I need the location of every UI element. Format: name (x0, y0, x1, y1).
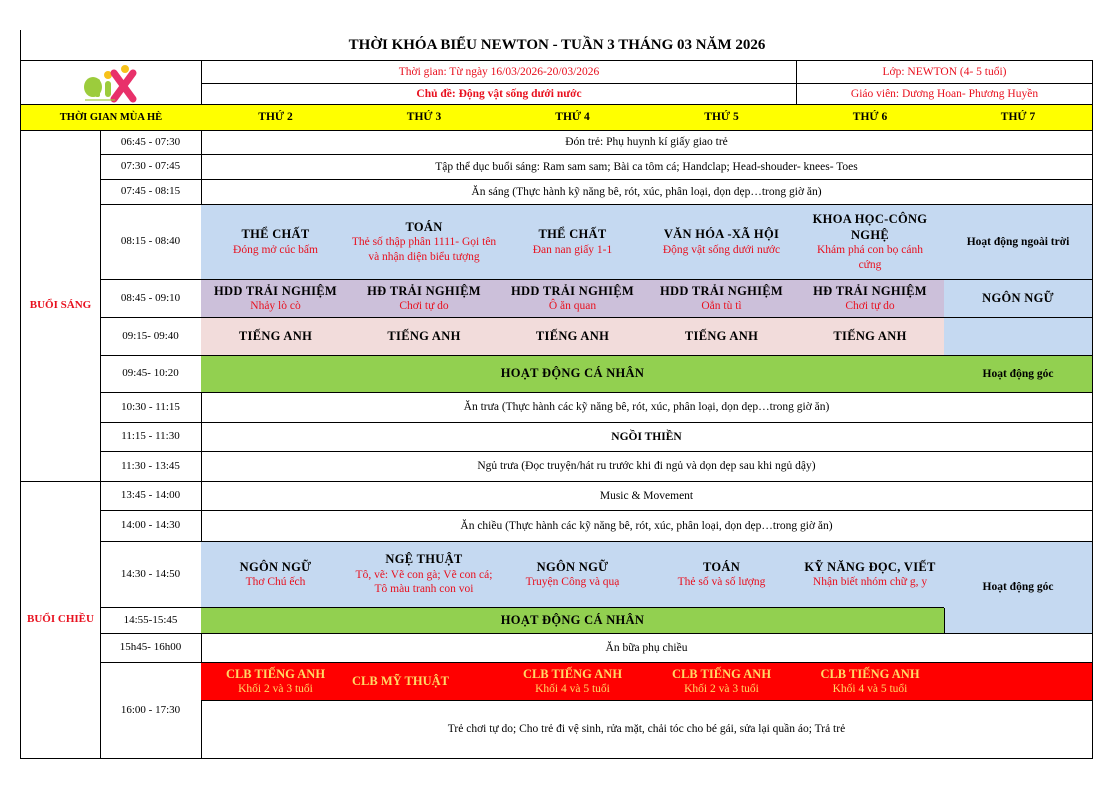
lesson-subject: NGÔN NGỮ (536, 559, 609, 574)
club-cell (201, 663, 351, 701)
lesson-activity: Nhận biết nhóm chữ g, y (812, 576, 928, 589)
time-slot: 06:45 - 07:30 (100, 131, 202, 155)
session-morning: BUỔI SÁNG (21, 131, 101, 482)
lesson-activity: Thơ Chú ếch (245, 576, 306, 589)
header-day-6: THỨ 6 (796, 105, 945, 131)
lesson-subject: HĐ TRẢI NGHIỆM (367, 283, 481, 298)
individual-activity: HOẠT ĐỘNG CÁ NHÂN (201, 356, 945, 393)
club-name: CLB TIẾNG ANH (671, 666, 772, 681)
time-slot: 14:30 - 14:50 (100, 542, 202, 608)
row-breakfast: Ăn sáng (Thực hành kỹ năng bê, rót, xúc, phân loại, dọn dẹp…trong giờ ăn) (201, 180, 1093, 205)
lesson-activity: Oẳn tù tì (701, 300, 742, 313)
lesson-activity: Thẻ số thập phân 1111- Gọi tên và nhận diện biểu tượng (351, 236, 497, 263)
lesson-cell (796, 205, 945, 280)
page-title: THỜI KHÓA BIỂU NEWTON - TUẦN 3 THÁNG 03 NĂM 2026 (348, 37, 766, 54)
club-group: Khối 2 và 3 tuổi (238, 683, 313, 696)
time-slot: 13:45 - 14:00 (100, 482, 202, 511)
row-meditation: NGỒI THIỀN (201, 423, 1093, 452)
lesson-activity: Truyện Công và quạ (525, 576, 620, 589)
logo-cell (21, 61, 202, 105)
lesson-subject: HDD TRẢI NGHIỆM (510, 283, 635, 298)
club-name: CLB TIẾNG ANH (820, 666, 920, 681)
lesson-cell (944, 205, 1093, 280)
class-name: Lớp: NEWTON (4- 5 tuổi) (796, 61, 1093, 84)
time-range: Thời gian: Từ ngày 16/03/2026-20/03/2026 (201, 61, 797, 84)
lesson-subject: HDD TRẢI NGHIỆM (213, 283, 338, 298)
club-name: CLB MỸ THUẬT (352, 673, 450, 688)
row-free-play: Trẻ chơi tự do; Cho trẻ đi vệ sinh, rửa mặt, chải tóc cho bé gái, sửa lại quần áo; Trả trẻ (201, 701, 1093, 759)
lesson-cell (350, 205, 499, 280)
lesson-cell (498, 542, 648, 608)
lesson-subject: Hoạt động ngoài trời (966, 235, 1070, 248)
header-day-3: THỨ 3 (350, 105, 499, 131)
row-nap: Ngủ trưa (Đọc truyện/hát ru trước khi đi ngủ và dọn dẹp sau khi ngủ dậy) (201, 452, 1093, 482)
lesson-subject: THỂ CHẤT (538, 227, 607, 241)
lesson-cell (498, 205, 648, 280)
lesson-cell (350, 542, 499, 608)
club-group: Khối 4 và 5 tuổi (535, 683, 610, 696)
row-arrival: Đón trẻ: Phụ huynh kí giấy giao trẻ (201, 131, 1093, 155)
row-lunch: Ăn trưa (Thực hành các kỹ năng bê, rót, xúc, phân loại, dọn dẹp…trong giờ ăn) (201, 393, 1093, 423)
time-slot: 08:15 - 08:40 (100, 205, 202, 280)
lesson-activity: Chơi tự do (399, 300, 449, 313)
lesson-subject: THỂ CHẤT (241, 227, 310, 241)
lesson-cell (498, 280, 648, 318)
club-name: CLB TIẾNG ANH (522, 666, 623, 681)
row-afternoon-snack: Ăn chiều (Thực hành các kỹ năng bê, rót, xúc, phân loại, dọn dẹp…trong giờ ăn) (201, 511, 1093, 542)
time-slot: 10:30 - 11:15 (100, 393, 202, 423)
lesson-subject: KỸ NĂNG ĐỌC, VIẾT (804, 559, 936, 574)
lesson-subject: NGÔN NGỮ (239, 559, 312, 574)
lesson-cell (796, 542, 945, 608)
english-cell: TIẾNG ANH (201, 318, 351, 356)
lesson-cell (201, 205, 351, 280)
lesson-subject: KHOA HỌC-CÔNG NGHỆ (812, 212, 928, 242)
header-day-5: THỨ 5 (647, 105, 797, 131)
time-slot: 07:30 - 07:45 (100, 155, 202, 180)
lesson-activity: Đan nan giấy 1-1 (532, 243, 613, 256)
club-cell (647, 663, 797, 701)
time-slot: 15h45- 16h00 (100, 634, 202, 663)
time-slot: 09:15- 09:40 (100, 318, 202, 356)
time-slot: 07:45 - 08:15 (100, 180, 202, 205)
club-cell (944, 663, 1093, 701)
time-slot: 14:00 - 14:30 (100, 511, 202, 542)
english-cell: TIẾNG ANH (498, 318, 648, 356)
row-morning-exercise: Tập thể dục buổi sáng: Ram sam sam; Bài ca tôm cá; Handclap; Head-shouder- knees- Toes (201, 155, 1093, 180)
header-day-2: THỨ 2 (201, 105, 351, 131)
corner-activity: Hoạt động góc (944, 356, 1093, 393)
english-cell: TIẾNG ANH (647, 318, 797, 356)
lesson-cell (350, 280, 499, 318)
club-group: Khối 2 và 3 tuổi (684, 683, 759, 696)
lesson-cell (944, 280, 1093, 318)
lesson-cell (647, 280, 797, 318)
header-time-col: THỜI GIAN MÙA HÈ (21, 105, 202, 131)
lesson-cell (201, 280, 351, 318)
lesson-activity: Nhảy lò cò (250, 300, 301, 313)
header-day-4: THỨ 4 (498, 105, 648, 131)
lesson-cell (647, 542, 797, 608)
club-cell (350, 663, 499, 701)
club-cell (498, 663, 648, 701)
time-slot: 08:45 - 09:10 (100, 280, 202, 318)
lesson-subject: NGỆ THUẬT (385, 552, 463, 567)
corner-activity: Hoạt động góc (944, 542, 1093, 634)
lesson-cell (647, 205, 797, 280)
aix-logo (81, 63, 141, 103)
lesson-subject: HDD TRẢI NGHIỆM (659, 283, 784, 298)
time-slot: 16:00 - 17:30 (100, 663, 202, 759)
lesson-subject: TOÁN (702, 559, 741, 574)
english-cell: TIẾNG ANH (796, 318, 945, 356)
club-cell (796, 663, 945, 701)
lesson-activity: Khám phá con bọ cánh cứng (816, 244, 924, 271)
lesson-activity: Tô, vẽ: Vẽ con gà; Vẽ con cá; Tô màu tranh con voi (355, 568, 493, 596)
lesson-activity: Chơi tự do (845, 300, 895, 313)
session-afternoon: BUỔI CHIỀU (21, 482, 101, 759)
lesson-subject: TOÁN (405, 219, 443, 234)
lesson-activity: Thẻ số và số lượng (677, 576, 766, 589)
time-slot: 09:45- 10:20 (100, 356, 202, 393)
club-group: Khối 4 và 5 tuổi (832, 683, 908, 696)
lesson-subject: NGÔN NGỮ (982, 290, 1054, 305)
time-slot: 14:55-15:45 (100, 608, 202, 634)
lesson-cell (796, 280, 945, 318)
teachers: Giáo viên: Dương Hoan- Phương Huyền (796, 84, 1093, 105)
lesson-activity: Ô ăn quan (548, 300, 597, 313)
lesson-cell (201, 542, 351, 608)
theme: Chủ đề: Động vật sống dưới nước (201, 84, 797, 105)
time-slot: 11:30 - 13:45 (100, 452, 202, 482)
club-name: CLB TIẾNG ANH (225, 666, 326, 681)
empty-cell (944, 318, 1093, 356)
row-snack: Ăn bữa phụ chiều (201, 634, 1093, 663)
row-music: Music & Movement (201, 482, 1093, 511)
lesson-activity: Động vật sống dưới nước (662, 243, 781, 256)
individual-activity: HOẠT ĐỘNG CÁ NHÂN (201, 608, 945, 634)
lesson-subject: HĐ TRẢI NGHIỆM (813, 283, 927, 298)
lesson-subject: VĂN HÓA -XÃ HỘI (663, 227, 780, 241)
english-cell: TIẾNG ANH (350, 318, 499, 356)
time-slot: 11:15 - 11:30 (100, 423, 202, 452)
header-day-7: THỨ 7 (944, 105, 1093, 131)
lesson-activity: Đóng mở cúc bấm (233, 243, 318, 256)
